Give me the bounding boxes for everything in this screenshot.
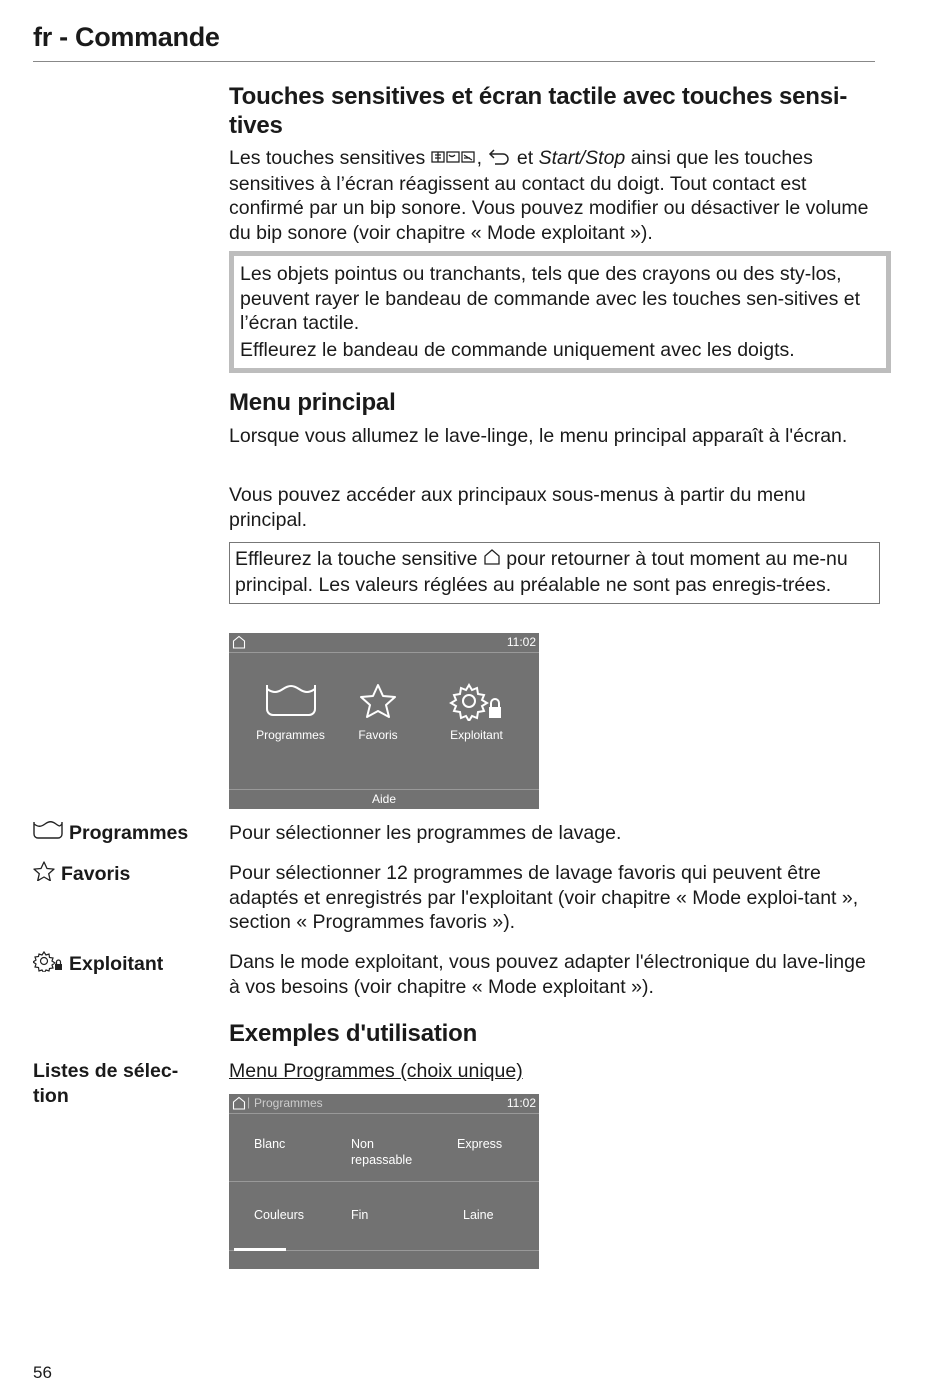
warning-box (229, 251, 891, 373)
menu-item-label: Favoris (358, 728, 398, 742)
screen-title: Programmes (254, 1096, 323, 1110)
menu-item-programmes[interactable] (229, 683, 352, 742)
touch-paragraph: Les touches sensitives , et Start/Stop ainsi que les touches sensitives à l’écran réagissent au contact du doigt. Tout contact est confirmé par un bip sonore. Vous pouvez modifier ou désactiver le volume du bip sonore (voir chapitre « Mode exploitant »). (229, 147, 869, 244)
program-laine[interactable]: Laine (463, 1208, 494, 1222)
menu-programmes-link[interactable]: Menu Programmes (choix unique) (229, 1060, 523, 1082)
def-text-favoris: Pour sélectionner 12 programmes de lavage favoris qui peuvent être adaptés et enregistrés par l'exploitant (voir chapitre « Mode exploi-tant », section « Programmes favoris »). (229, 862, 859, 934)
note-box (229, 542, 880, 604)
screen-clock: 11:02 (506, 635, 536, 649)
note-text: Effleurez la touche sensitive pour retourner à tout moment au me-nu principal. Les valeurs réglées au préalable ne sont pas enregis-trées. (235, 548, 848, 596)
def-text-exploitant: Dans le mode exploitant, vous pouvez adapter l'électronique du lave-linge à vos besoins (voir chapitre « Mode exploitant »). (229, 951, 866, 998)
main-menu-paragraph-1: Lorsque vous allumez le lave-linge, le menu principal apparaît à l'écran. (229, 425, 848, 447)
menu-item-exploitant[interactable] (434, 683, 519, 742)
menu-item-favoris[interactable] (344, 683, 412, 742)
program-fin[interactable]: Fin (351, 1208, 369, 1222)
screen-status-bar (229, 1094, 539, 1114)
program-express[interactable]: Express (457, 1137, 503, 1151)
star-icon (33, 861, 55, 887)
home-icon[interactable] (232, 635, 246, 652)
home-icon[interactable] (232, 1096, 246, 1113)
program-non-repassable[interactable]: Non repassable (351, 1137, 413, 1167)
main-menu-screen (229, 633, 539, 809)
header-divider (33, 61, 875, 62)
def-text-programmes: Pour sélectionner les programmes de lavage. (229, 822, 622, 844)
tub-icon (33, 821, 63, 845)
star-icon (359, 683, 397, 719)
tub-icon (265, 683, 317, 717)
home-icon (483, 548, 501, 573)
gear-lock-icon (33, 950, 63, 978)
program-couleurs[interactable]: Couleurs (254, 1208, 305, 1222)
main-menu-paragraph-2: Vous pouvez accéder aux principaux sous-menus à partir du menu principal. (229, 484, 806, 531)
back-icon (487, 147, 511, 172)
section-title-examples: Exemples d'utilisation (229, 1020, 478, 1047)
def-label-exploitant: Exploitant (33, 950, 163, 978)
chapter-header: fr - Commande (33, 22, 220, 52)
programmes-screen (229, 1094, 539, 1269)
section-title-main-menu: Menu principal (229, 389, 396, 416)
row-divider (229, 1181, 539, 1182)
def-label-programmes: Programmes (33, 821, 188, 845)
section-title-touch: Touches sensitives et écran tactile avec touches sensi- tives (229, 83, 848, 139)
screen-clock: 11:02 (506, 1096, 536, 1110)
side-label-selection-lists: Listes de sélec- tion (33, 1060, 179, 1107)
program-keys-icon (431, 147, 477, 172)
program-blanc[interactable]: Blanc (254, 1137, 286, 1151)
warning-text: Les objets pointus ou tranchants, tels que des crayons ou des sty-los, peuvent rayer le bandeau de commande avec les touches sen-sitives et l’écran tactile. (240, 263, 861, 335)
title-separator: | (247, 1095, 251, 1109)
help-label: Aide (371, 792, 397, 806)
page-number: 56 (33, 1363, 52, 1382)
help-button[interactable] (229, 789, 539, 809)
gear-lock-icon (449, 683, 505, 721)
page-indicator (234, 1248, 286, 1251)
def-label-favoris: Favoris (33, 861, 130, 887)
screen-status-bar (229, 633, 539, 653)
warning-text-2: Effleurez le bandeau de commande uniquement avec les doigts. (240, 338, 795, 361)
menu-item-label: Exploitant (450, 728, 503, 742)
menu-item-label: Programmes (256, 728, 325, 742)
